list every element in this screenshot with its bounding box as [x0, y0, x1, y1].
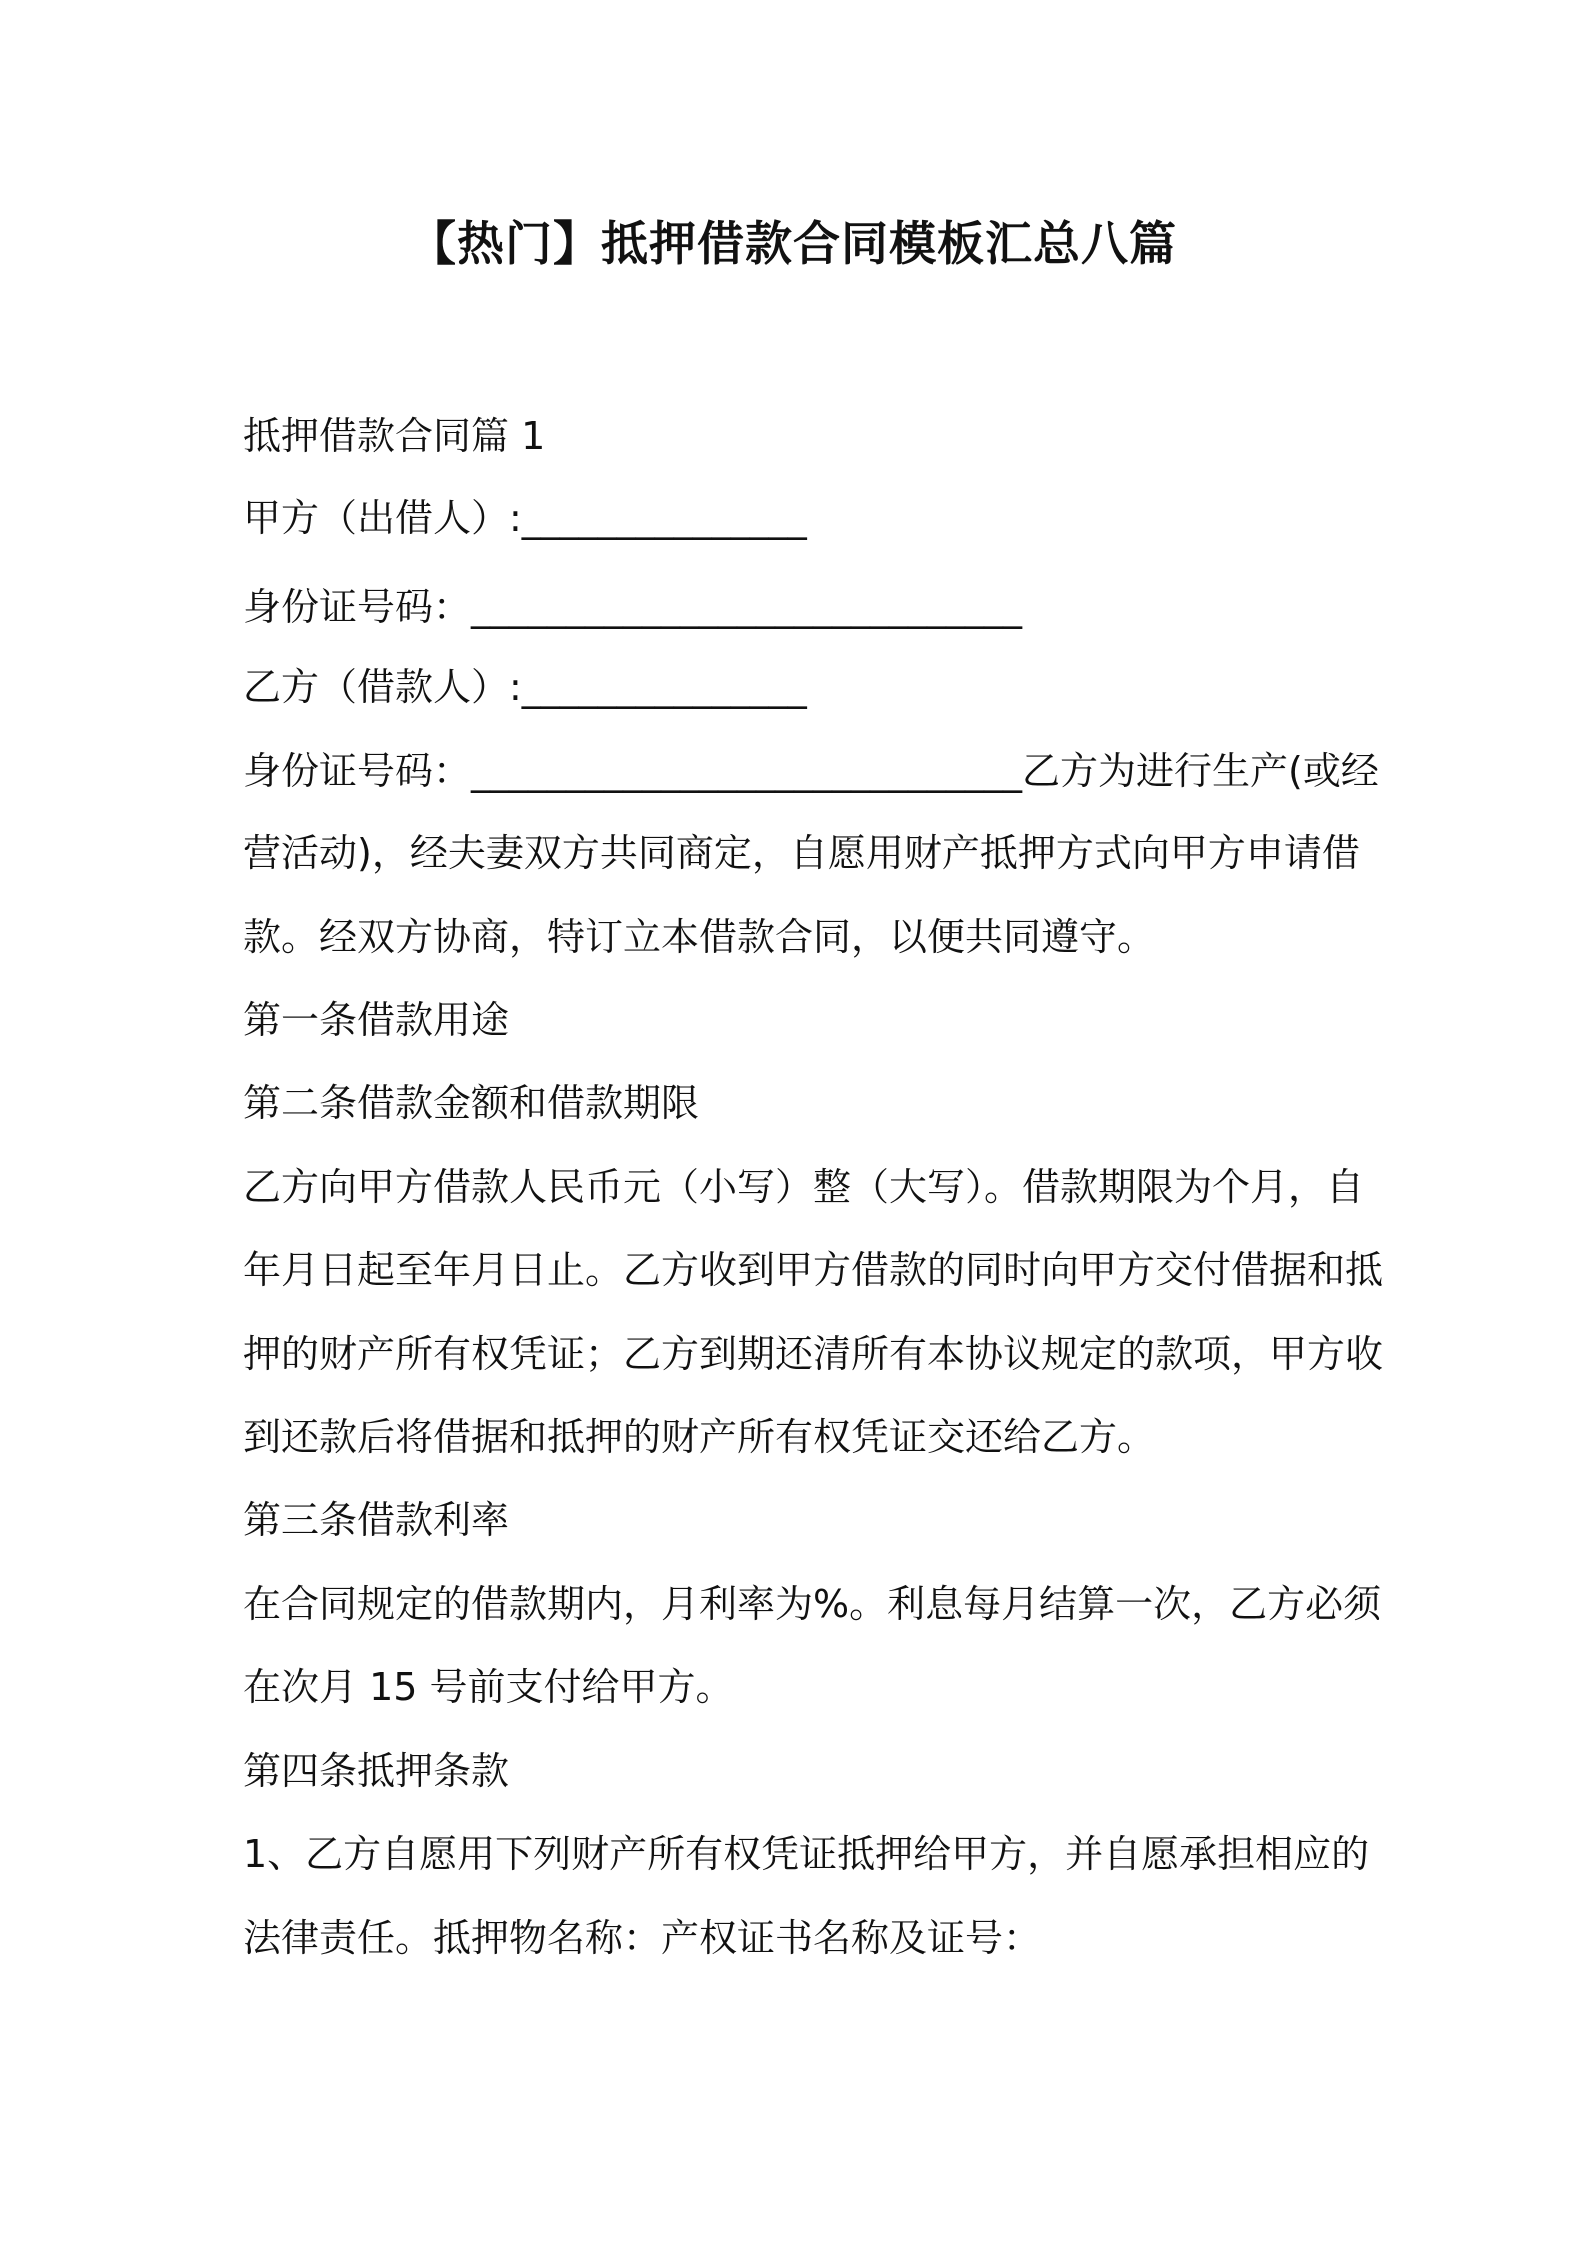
party-a-id-field: 身份证号码：_____________________________: [243, 585, 1023, 629]
party-b-field: 乙方（借款人）:_______________: [243, 665, 807, 709]
paragraph-line: 到还款后将借据和抵押的财产所有权凭证交还给乙方。: [243, 1415, 1156, 1459]
section-heading-1: 抵押借款合同篇 1: [243, 414, 546, 458]
paragraph-line: 身份证号码：_____________________________乙方为进行生产(或经: [243, 749, 1379, 793]
paragraph-line: 1、乙方自愿用下列财产所有权凭证抵押给甲方，并自愿承担相应的: [243, 1832, 1370, 1876]
paragraph-line: 款。经双方协商，特订立本借款合同，以便共同遵守。: [243, 915, 1156, 959]
article-4-heading: 第四条抵押条款: [243, 1749, 510, 1793]
paragraph-line: 在次月 15 号前支付给甲方。: [243, 1665, 734, 1709]
party-a-field: 甲方（出借人）:_______________: [243, 496, 807, 540]
paragraph-line: 押的财产所有权凭证；乙方到期还清所有本协议规定的款项，甲方收: [243, 1332, 1384, 1376]
paragraph-line: 年月日起至年月日止。乙方收到甲方借款的同时向甲方交付借据和抵: [243, 1248, 1384, 1292]
article-1-heading: 第一条借款用途: [243, 998, 510, 1042]
article-2-heading: 第二条借款金额和借款期限: [243, 1081, 700, 1125]
paragraph-line: 法律责任。抵押物名称：产权证书名称及证号：: [243, 1916, 1042, 1960]
paragraph-line: 营活动)，经夫妻双方共同商定，自愿用财产抵押方式向甲方申请借: [243, 831, 1360, 875]
document-title: 【热门】抵押借款合同模板汇总八篇: [409, 217, 1177, 272]
paragraph-line: 乙方向甲方借款人民币元（小写）整（大写）。借款期限为个月，自: [243, 1165, 1365, 1209]
article-3-heading: 第三条借款利率: [243, 1498, 510, 1542]
paragraph-line: 在合同规定的借款期内，月利率为%。利息每月结算一次，乙方必须: [243, 1582, 1382, 1626]
